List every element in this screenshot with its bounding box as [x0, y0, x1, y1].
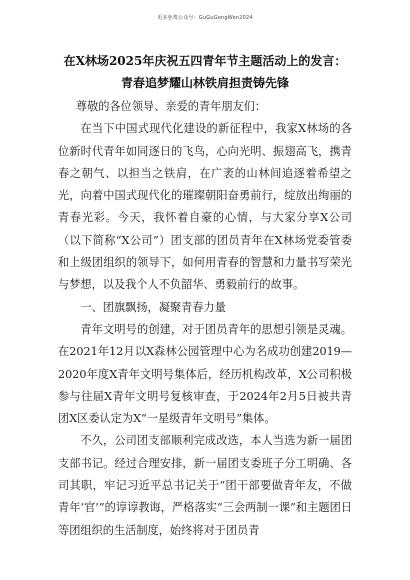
body-paragraph: 青年文明号的创建，对于团员青年的思想引领是灵魂。在2021年12月以X森林公园管理中心为名成功创建2019—2020年度X青年文明号集体后，经历机构改革，X公司积极参与往届X青年文明号复核审查，于2024年2月5日被共青团X区委认定为X“一星级青年文明号”集体。 — [58, 322, 352, 426]
salutation: 尊敬的各位领导、亲爱的青年朋友们： — [75, 100, 267, 113]
watermark-text: 更多免费公众号：GuGuGongWen2024 — [157, 15, 253, 21]
body-paragraph: 在当下中国式现代化建设的新征程中，我家X林场的各位新时代青年如同逐日的飞鸟，心向光明、振翅高飞，携青春之朝气、以担当之铁肩，在广袤的山林间追逐着希望之光，向着中国式现代化的璀璨朝阳奋勇前行，绽放出绚丽的青春光彩。今天，我怀着自豪的心情，与大家分享X公司（以下简称“X公司”）团支部的团员青年在X林场党委管委和上级团组织的领导下，如何用青春的智慧和力量书写荣光与梦想，以及我个人不负韶华、勇毅前行的故事。 — [58, 122, 352, 292]
document-title: 在X林场2025年庆祝五四青年节主题活动上的发言：青春追梦耀山林铁肩担责铸先锋 — [63, 54, 347, 90]
body-paragraph: 不久，公司团支部顺利完成改选，本人当选为新一届团支部书记。经过合理安排，新一届团支委班子分工明确、各司其职，牢记习近平总书记关于“团干部要做青年友，不做青年‘官’”的谆谆教诲，严格落实“三会两制一课”和主题团日等团组织的生活制度，始终将对于团员青 — [58, 434, 352, 537]
document-body — [58, 96, 352, 542]
section-heading: 一、团旗飘扬，凝聚青春力量 — [80, 300, 226, 314]
